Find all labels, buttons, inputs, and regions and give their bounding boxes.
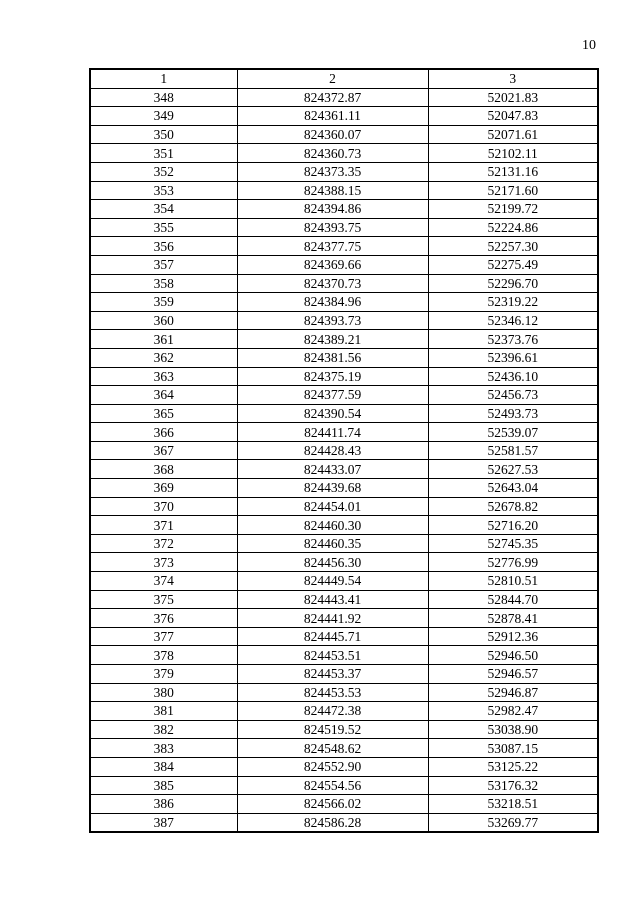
x-coordinate-cell: 824453.51 [237,646,428,665]
y-coordinate-cell: 52716.20 [428,516,598,535]
x-coordinate-cell: 824361.11 [237,107,428,126]
page-number: 10 [582,38,596,53]
x-coordinate-cell: 824439.68 [237,479,428,498]
table-row [90,683,598,702]
point-number-cell: 362 [90,348,237,367]
coordinates-table [89,68,599,833]
y-coordinate-cell: 52878.41 [428,609,598,628]
table-row [90,218,598,237]
y-coordinate-cell: 52319.22 [428,293,598,312]
column-header-1: 1 [90,69,237,88]
header-row [90,69,598,88]
y-coordinate-cell: 53125.22 [428,757,598,776]
x-coordinate-cell: 824460.30 [237,516,428,535]
table-row [90,441,598,460]
table-row [90,181,598,200]
x-coordinate-cell: 824449.54 [237,572,428,591]
table-row [90,572,598,591]
point-number-cell: 353 [90,181,237,200]
y-coordinate-cell: 52456.73 [428,386,598,405]
y-coordinate-cell: 52102.11 [428,144,598,163]
x-coordinate-cell: 824372.87 [237,88,428,107]
point-number-cell: 364 [90,386,237,405]
y-coordinate-cell: 52047.83 [428,107,598,126]
table-row [90,516,598,535]
table-row [90,404,598,423]
point-number-cell: 355 [90,218,237,237]
point-number-cell: 361 [90,330,237,349]
table-row [90,665,598,684]
y-coordinate-cell: 52493.73 [428,404,598,423]
table-row [90,200,598,219]
x-coordinate-cell: 824373.35 [237,162,428,181]
y-coordinate-cell: 52346.12 [428,311,598,330]
x-coordinate-cell: 824443.41 [237,590,428,609]
point-number-cell: 363 [90,367,237,386]
x-coordinate-cell: 824390.54 [237,404,428,423]
table-row [90,646,598,665]
table-row [90,534,598,553]
x-coordinate-cell: 824389.21 [237,330,428,349]
x-coordinate-cell: 824519.52 [237,720,428,739]
x-coordinate-cell: 824388.15 [237,181,428,200]
x-coordinate-cell: 824360.07 [237,125,428,144]
table-row [90,237,598,256]
point-number-cell: 374 [90,572,237,591]
x-coordinate-cell: 824360.73 [237,144,428,163]
y-coordinate-cell: 52643.04 [428,479,598,498]
column-header-2: 2 [237,69,428,88]
point-number-cell: 376 [90,609,237,628]
x-coordinate-cell: 824566.02 [237,795,428,814]
x-coordinate-cell: 824554.56 [237,776,428,795]
point-number-cell: 348 [90,88,237,107]
x-coordinate-cell: 824370.73 [237,274,428,293]
y-coordinate-cell: 52539.07 [428,423,598,442]
y-coordinate-cell: 52224.86 [428,218,598,237]
table-row [90,776,598,795]
x-coordinate-cell: 824384.96 [237,293,428,312]
point-number-cell: 349 [90,107,237,126]
table-row [90,460,598,479]
point-number-cell: 379 [90,665,237,684]
point-number-cell: 372 [90,534,237,553]
point-number-cell: 381 [90,702,237,721]
point-number-cell: 351 [90,144,237,163]
table-row [90,162,598,181]
x-coordinate-cell: 824377.59 [237,386,428,405]
x-coordinate-cell: 824548.62 [237,739,428,758]
point-number-cell: 386 [90,795,237,814]
point-number-cell: 350 [90,125,237,144]
point-number-cell: 375 [90,590,237,609]
x-coordinate-cell: 824377.75 [237,237,428,256]
point-number-cell: 380 [90,683,237,702]
x-coordinate-cell: 824433.07 [237,460,428,479]
table-row [90,255,598,274]
y-coordinate-cell: 52199.72 [428,200,598,219]
point-number-cell: 368 [90,460,237,479]
x-coordinate-cell: 824454.01 [237,497,428,516]
y-coordinate-cell: 52946.87 [428,683,598,702]
table-row [90,274,598,293]
x-coordinate-cell: 824453.37 [237,665,428,684]
x-coordinate-cell: 824472.38 [237,702,428,721]
point-number-cell: 370 [90,497,237,516]
x-coordinate-cell: 824460.35 [237,534,428,553]
point-number-cell: 373 [90,553,237,572]
table-row [90,497,598,516]
point-number-cell: 359 [90,293,237,312]
y-coordinate-cell: 52436.10 [428,367,598,386]
x-coordinate-cell: 824393.75 [237,218,428,237]
table-row [90,386,598,405]
y-coordinate-cell: 52071.61 [428,125,598,144]
table-row [90,479,598,498]
y-coordinate-cell: 52373.76 [428,330,598,349]
point-number-cell: 356 [90,237,237,256]
point-number-cell: 383 [90,739,237,758]
y-coordinate-cell: 52946.50 [428,646,598,665]
y-coordinate-cell: 52745.35 [428,534,598,553]
point-number-cell: 384 [90,757,237,776]
point-number-cell: 369 [90,479,237,498]
point-number-cell: 365 [90,404,237,423]
y-coordinate-cell: 53269.77 [428,813,598,832]
point-number-cell: 352 [90,162,237,181]
table-row [90,330,598,349]
x-coordinate-cell: 824453.53 [237,683,428,702]
table-row [90,590,598,609]
y-coordinate-cell: 52396.61 [428,348,598,367]
point-number-cell: 358 [90,274,237,293]
point-number-cell: 366 [90,423,237,442]
point-number-cell: 354 [90,200,237,219]
x-coordinate-cell: 824552.90 [237,757,428,776]
y-coordinate-cell: 52257.30 [428,237,598,256]
y-coordinate-cell: 52581.57 [428,441,598,460]
y-coordinate-cell: 52844.70 [428,590,598,609]
column-header-3: 3 [428,69,598,88]
table-row [90,107,598,126]
x-coordinate-cell: 824393.73 [237,311,428,330]
table-row [90,627,598,646]
y-coordinate-cell: 53087.15 [428,739,598,758]
y-coordinate-cell: 52678.82 [428,497,598,516]
y-coordinate-cell: 52810.51 [428,572,598,591]
y-coordinate-cell: 52021.83 [428,88,598,107]
y-coordinate-cell: 52776.99 [428,553,598,572]
table-row [90,88,598,107]
y-coordinate-cell: 53176.32 [428,776,598,795]
table-row [90,795,598,814]
y-coordinate-cell: 52131.16 [428,162,598,181]
x-coordinate-cell: 824456.30 [237,553,428,572]
table-row [90,144,598,163]
x-coordinate-cell: 824586.28 [237,813,428,832]
y-coordinate-cell: 52982.47 [428,702,598,721]
table-row [90,348,598,367]
point-number-cell: 371 [90,516,237,535]
table-row [90,293,598,312]
point-number-cell: 357 [90,255,237,274]
x-coordinate-cell: 824381.56 [237,348,428,367]
x-coordinate-cell: 824411.74 [237,423,428,442]
point-number-cell: 367 [90,441,237,460]
table-body [90,88,598,832]
y-coordinate-cell: 53038.90 [428,720,598,739]
x-coordinate-cell: 824369.66 [237,255,428,274]
point-number-cell: 387 [90,813,237,832]
y-coordinate-cell: 52946.57 [428,665,598,684]
table-row [90,423,598,442]
x-coordinate-cell: 824394.86 [237,200,428,219]
x-coordinate-cell: 824375.19 [237,367,428,386]
table-row [90,702,598,721]
point-number-cell: 377 [90,627,237,646]
y-coordinate-cell: 52627.53 [428,460,598,479]
table-row [90,813,598,832]
table-header [90,69,598,88]
y-coordinate-cell: 52912.36 [428,627,598,646]
point-number-cell: 385 [90,776,237,795]
y-coordinate-cell: 53218.51 [428,795,598,814]
y-coordinate-cell: 52171.60 [428,181,598,200]
y-coordinate-cell: 52296.70 [428,274,598,293]
point-number-cell: 378 [90,646,237,665]
table-row [90,739,598,758]
x-coordinate-cell: 824441.92 [237,609,428,628]
table-row [90,757,598,776]
table-row [90,367,598,386]
table-row [90,553,598,572]
point-number-cell: 382 [90,720,237,739]
table-row [90,720,598,739]
point-number-cell: 360 [90,311,237,330]
table-row [90,311,598,330]
table-row [90,609,598,628]
table-row [90,125,598,144]
x-coordinate-cell: 824445.71 [237,627,428,646]
x-coordinate-cell: 824428.43 [237,441,428,460]
y-coordinate-cell: 52275.49 [428,255,598,274]
